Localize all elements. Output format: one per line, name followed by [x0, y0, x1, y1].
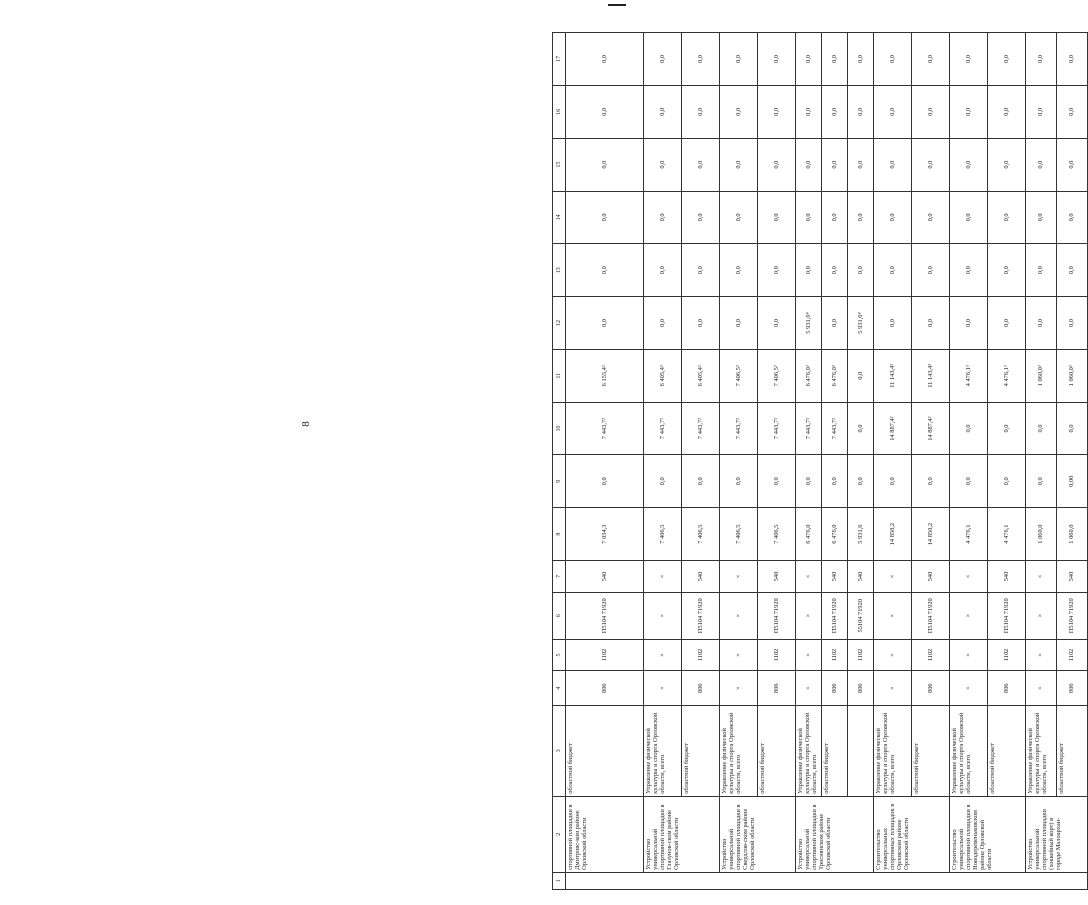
agency-cell: Управление физической культуры и спорта Орловской области, всего	[874, 705, 912, 796]
value-cell: 0,0	[644, 33, 682, 86]
value-cell: 0,0	[758, 244, 796, 297]
value-cell: ×	[874, 639, 912, 671]
value-cell: ×	[720, 561, 758, 593]
value-cell: 4 476,1	[988, 508, 1026, 561]
column-header: 15	[553, 138, 566, 191]
value-cell: 6 476,0³	[796, 349, 822, 402]
value-cell: 0,0	[950, 244, 988, 297]
table-body	[553, 33, 1088, 890]
corner-mark	[608, 4, 626, 6]
value-cell: 0,0	[1026, 85, 1057, 138]
value-cell: 1102	[1057, 639, 1088, 671]
value-cell: 0,0	[796, 138, 822, 191]
value-cell: ×	[644, 592, 682, 639]
value-cell: 0,0	[1057, 297, 1088, 350]
agency-cell: областной бюджет	[758, 705, 796, 796]
value-cell: 806	[988, 671, 1026, 705]
value-cell: 0,0	[1026, 455, 1057, 508]
value-cell: 0,0	[720, 138, 758, 191]
value-cell: 0,0	[822, 191, 848, 244]
value-cell: 0,0	[988, 33, 1026, 86]
value-cell: 0,0	[682, 85, 720, 138]
value-cell: 0,0	[912, 191, 950, 244]
agency-cell: областной бюджет	[1057, 705, 1088, 796]
activity-name-cell: Устройство универсальной спортивной площадки в Свердлов-ском районе Орловской области	[720, 796, 796, 872]
value-cell: 0,0	[822, 138, 848, 191]
table-row	[874, 33, 912, 890]
column-header: 4	[553, 671, 566, 705]
value-cell: 7 406,5	[644, 508, 682, 561]
value-cell: 0,0	[796, 244, 822, 297]
value-cell: 14 850,2	[912, 508, 950, 561]
value-cell: ×	[950, 592, 988, 639]
agency-cell: областной бюджет	[682, 705, 720, 796]
value-cell: 7 443,7²	[822, 402, 848, 455]
value-cell: 540	[758, 561, 796, 593]
value-cell: 7 406,5	[682, 508, 720, 561]
value-cell: 6 476,0	[822, 508, 848, 561]
value-cell: 0,0	[874, 244, 912, 297]
value-cell: 0,0	[822, 297, 848, 350]
value-cell: ×	[950, 639, 988, 671]
table-row	[796, 33, 822, 890]
value-cell: ×	[796, 592, 822, 639]
value-cell: 5 931,6⁴	[848, 297, 874, 350]
value-cell: 540	[566, 561, 644, 593]
value-cell: 0,0	[950, 191, 988, 244]
value-cell: ×	[874, 561, 912, 593]
value-cell: 0,0	[950, 297, 988, 350]
value-cell: 806	[848, 671, 874, 705]
value-cell: 540	[988, 561, 1026, 593]
value-cell: 0,0	[682, 33, 720, 86]
value-cell: ×	[874, 671, 912, 705]
value-cell: 0,0	[796, 85, 822, 138]
value-cell: 1 060,0³	[1057, 349, 1088, 402]
page-number: 8	[299, 421, 312, 427]
value-cell: 0,0	[682, 244, 720, 297]
table-row	[950, 33, 988, 890]
header-row	[553, 33, 566, 890]
value-cell: 0,0	[988, 244, 1026, 297]
value-cell: 6 405,4³	[682, 349, 720, 402]
value-cell: 0,0	[848, 244, 874, 297]
value-cell: 0,0	[758, 191, 796, 244]
value-cell: 1 060,0³	[1026, 349, 1057, 402]
value-cell: 540	[848, 561, 874, 593]
value-cell: 7 443,7²	[566, 402, 644, 455]
value-cell: 0,0	[988, 455, 1026, 508]
column-header: 13	[553, 244, 566, 297]
value-cell: 0,0	[1026, 297, 1057, 350]
column-header: 1	[553, 872, 566, 889]
value-cell: 806	[566, 671, 644, 705]
value-cell: 0,0	[1026, 402, 1057, 455]
value-cell: ×	[1026, 592, 1057, 639]
value-cell: 7 443,7²	[644, 402, 682, 455]
agency-cell: областной бюджет	[566, 705, 644, 796]
value-cell: 540	[912, 561, 950, 593]
agency-cell: Управление физической культуры и спорта Орловской области, всего	[796, 705, 822, 796]
value-cell: 0,0	[874, 455, 912, 508]
value-cell: 0,0	[988, 402, 1026, 455]
value-cell: 0,0	[1026, 191, 1057, 244]
value-cell: 0,0	[720, 455, 758, 508]
value-cell: 0,0	[848, 138, 874, 191]
value-cell: 0,0	[950, 33, 988, 86]
value-cell: 0,0	[848, 33, 874, 86]
activity-name-cell: спортивной площадки в Дмитровс-ком районе Орловской области	[566, 796, 644, 872]
value-cell: 6 405,4³	[644, 349, 682, 402]
value-cell: 5 931,6	[848, 508, 874, 561]
value-cell: 0,0	[720, 33, 758, 86]
value-cell: 0,0	[796, 33, 822, 86]
value-cell: 0,0	[822, 33, 848, 86]
value-cell: 6 476,0	[796, 508, 822, 561]
table-row	[1057, 33, 1088, 890]
value-cell: 7 034,3	[566, 508, 644, 561]
value-cell: 7 406,5³	[758, 349, 796, 402]
value-cell: 0,0	[682, 455, 720, 508]
table-row	[682, 33, 720, 890]
value-cell: 0,0	[912, 297, 950, 350]
value-cell: 0,0	[720, 191, 758, 244]
value-cell: 1102	[848, 639, 874, 671]
value-cell: 0,0	[758, 138, 796, 191]
column-header: 7	[553, 561, 566, 593]
table-row	[988, 33, 1026, 890]
value-cell: 1102	[682, 639, 720, 671]
value-cell: П5104 71920	[988, 592, 1026, 639]
rotated-table-wrapper	[552, 32, 1088, 890]
value-cell: 540	[822, 561, 848, 593]
value-cell: 55104 71920	[848, 592, 874, 639]
value-cell: 0,0	[682, 297, 720, 350]
value-cell: 0,0	[950, 138, 988, 191]
activity-name-cell: Строительство универсальной спортивной площадки в Новодеревеньковском районе Орловской области	[950, 796, 1026, 872]
value-cell: 0,0	[912, 138, 950, 191]
value-cell: П5104 71920	[912, 592, 950, 639]
value-cell: 0,0	[988, 191, 1026, 244]
value-cell: 0,0	[848, 349, 874, 402]
value-cell: 1102	[758, 639, 796, 671]
value-cell: 14 850,2	[874, 508, 912, 561]
value-cell: ×	[1026, 639, 1057, 671]
value-cell: ×	[644, 561, 682, 593]
agency-cell: Управление физической культуры и спорта Орловской области, всего	[1026, 705, 1057, 796]
activity-name-cell: Устройство универсальной спортивной площадки в Глазунов-ском районе Орловской области	[644, 796, 720, 872]
column-header: 10	[553, 402, 566, 455]
value-cell: 7 443,7²	[682, 402, 720, 455]
value-cell: 0,0	[566, 85, 644, 138]
value-cell: 1 060,0	[1057, 508, 1088, 561]
value-cell: 0,0	[682, 138, 720, 191]
value-cell: 0,0	[720, 85, 758, 138]
table-row	[720, 33, 758, 890]
value-cell: ×	[720, 671, 758, 705]
value-cell: 0,0	[1057, 402, 1088, 455]
column-header: 3	[553, 705, 566, 796]
value-cell: 806	[912, 671, 950, 705]
column-header: 14	[553, 191, 566, 244]
column-header: 9	[553, 455, 566, 508]
activity-name-cell: Строительство универсальных спортивных площадок в Орловском районе Орловской области	[874, 796, 950, 872]
table-row	[822, 33, 848, 890]
value-cell: 6 476,0³	[822, 349, 848, 402]
value-cell: 0,0	[644, 244, 682, 297]
agency-cell: Управление физической культуры и спорта Орловской области, всего	[644, 705, 682, 796]
value-cell: 0,0	[874, 297, 912, 350]
value-cell: 0,0	[912, 455, 950, 508]
value-cell: 806	[822, 671, 848, 705]
value-cell: 14 887,4²	[874, 402, 912, 455]
value-cell: 0,0	[1057, 33, 1088, 86]
value-cell: 806	[1057, 671, 1088, 705]
column-header: 11	[553, 349, 566, 402]
value-cell: 0,0	[1026, 33, 1057, 86]
value-cell: 0,0	[1026, 244, 1057, 297]
value-cell: 0,0	[1026, 138, 1057, 191]
value-cell: 0,0	[848, 85, 874, 138]
value-cell: 0,0	[644, 191, 682, 244]
value-cell: 0,0	[848, 191, 874, 244]
value-cell: 0,0	[1057, 138, 1088, 191]
value-cell: 0,0	[988, 85, 1026, 138]
table-row	[1026, 33, 1057, 890]
value-cell: 7 406,5³	[720, 349, 758, 402]
value-cell: П5104 71920	[566, 592, 644, 639]
value-cell: 0,0	[566, 33, 644, 86]
value-cell: ×	[720, 639, 758, 671]
table-row	[912, 33, 950, 890]
value-cell: ×	[796, 671, 822, 705]
agency-cell: Управление физической культуры и спорта Орловской области, всего	[720, 705, 758, 796]
value-cell: 0,0	[682, 191, 720, 244]
activity-name-cell: Устройство универсальной спортивной площадки в Троснянском районе Орловской области	[796, 796, 874, 872]
value-cell: 0,0	[796, 455, 822, 508]
column-header: 2	[553, 796, 566, 872]
value-cell: 0,0	[822, 455, 848, 508]
value-cell: 0,0	[912, 244, 950, 297]
value-cell: ×	[796, 561, 822, 593]
value-cell: 0,0	[874, 138, 912, 191]
value-cell: ×	[720, 592, 758, 639]
value-cell: 7 406,5	[720, 508, 758, 561]
agency-cell	[848, 705, 874, 796]
value-cell: 11 143,4³	[912, 349, 950, 402]
value-cell: ×	[874, 592, 912, 639]
value-cell: 0,0	[912, 33, 950, 86]
value-cell: 0,0	[566, 244, 644, 297]
value-cell: 540	[682, 561, 720, 593]
value-cell: 7 443,7²	[720, 402, 758, 455]
column-header: 5	[553, 639, 566, 671]
value-cell: 0,0	[758, 85, 796, 138]
value-cell: 0,0	[1057, 191, 1088, 244]
value-cell: 0,0	[988, 138, 1026, 191]
value-cell: 7 406,5	[758, 508, 796, 561]
value-cell: П5104 71920	[822, 592, 848, 639]
value-cell: 0,0	[758, 297, 796, 350]
value-cell: 0,0	[874, 85, 912, 138]
value-cell: 0,0	[566, 191, 644, 244]
table-row	[644, 33, 682, 890]
value-cell: 0,0	[848, 455, 874, 508]
value-cell: 0,0	[848, 402, 874, 455]
value-cell: ×	[1026, 671, 1057, 705]
value-cell: 1102	[912, 639, 950, 671]
value-cell: ×	[950, 561, 988, 593]
value-cell: 0,0	[644, 138, 682, 191]
value-cell: П5104 71920	[758, 592, 796, 639]
value-cell: 0,0	[644, 85, 682, 138]
value-cell: 0,0	[1057, 244, 1088, 297]
value-cell: 0,0	[912, 85, 950, 138]
value-cell: ×	[1026, 561, 1057, 593]
budget-table	[552, 32, 1088, 890]
value-cell: 6 155,4³	[566, 349, 644, 402]
table-row	[848, 33, 874, 890]
value-cell: 0,0	[644, 297, 682, 350]
value-cell: 0,0	[566, 138, 644, 191]
value-cell: 0,0	[950, 455, 988, 508]
index-cell	[566, 872, 1088, 889]
column-header: 12	[553, 297, 566, 350]
value-cell: 0,0	[874, 33, 912, 86]
agency-cell: областной бюджет	[912, 705, 950, 796]
value-cell: 0,0	[822, 244, 848, 297]
value-cell: 1102	[566, 639, 644, 671]
value-cell: ×	[644, 671, 682, 705]
value-cell: 0,0	[566, 455, 644, 508]
value-cell: 4 476,1³	[988, 349, 1026, 402]
value-cell: 0,0	[950, 402, 988, 455]
value-cell: 1102	[988, 639, 1026, 671]
value-cell: 0,0	[796, 191, 822, 244]
value-cell: 0,0	[720, 297, 758, 350]
value-cell: 0,00	[1057, 455, 1088, 508]
value-cell: 806	[758, 671, 796, 705]
value-cell: 0,0	[822, 85, 848, 138]
value-cell: П5104 71920	[682, 592, 720, 639]
value-cell: 4 476,1	[950, 508, 988, 561]
column-header: 16	[553, 85, 566, 138]
value-cell: 5 931,6⁴	[796, 297, 822, 350]
column-header: 17	[553, 33, 566, 86]
value-cell: 0,0	[874, 191, 912, 244]
value-cell: 7 443,7²	[758, 402, 796, 455]
value-cell: ×	[644, 639, 682, 671]
value-cell: 0,0	[950, 85, 988, 138]
agency-cell: Управление физической культуры и спорта Орловской области, всего	[950, 705, 988, 796]
value-cell: ×	[796, 639, 822, 671]
column-header: 6	[553, 592, 566, 639]
value-cell: ×	[950, 671, 988, 705]
value-cell: 0,0	[988, 297, 1026, 350]
column-header: 8	[553, 508, 566, 561]
value-cell: 14 887,4²	[912, 402, 950, 455]
value-cell: 540	[1057, 561, 1088, 593]
value-cell: 11 143,4³	[874, 349, 912, 402]
value-cell: 0,0	[758, 33, 796, 86]
table-row	[758, 33, 796, 890]
value-cell: 0,0	[720, 244, 758, 297]
value-cell: 0,0	[566, 297, 644, 350]
agency-cell: областной бюджет	[822, 705, 848, 796]
value-cell: П5104 71920	[1057, 592, 1088, 639]
activity-name-cell: Устройство универсальной спортивной площадки (хоккейный корт) в городе Малоархан-	[1026, 796, 1088, 872]
value-cell: 4 476,1³	[950, 349, 988, 402]
value-cell: 7 443,7²	[796, 402, 822, 455]
value-cell: 1 060,0	[1026, 508, 1057, 561]
agency-cell: областной бюджет	[988, 705, 1026, 796]
table-row	[566, 33, 644, 890]
value-cell: 806	[682, 671, 720, 705]
value-cell: 1102	[822, 639, 848, 671]
value-cell: 0,0	[644, 455, 682, 508]
value-cell: 0,0	[758, 455, 796, 508]
value-cell: 0,0	[1057, 85, 1088, 138]
